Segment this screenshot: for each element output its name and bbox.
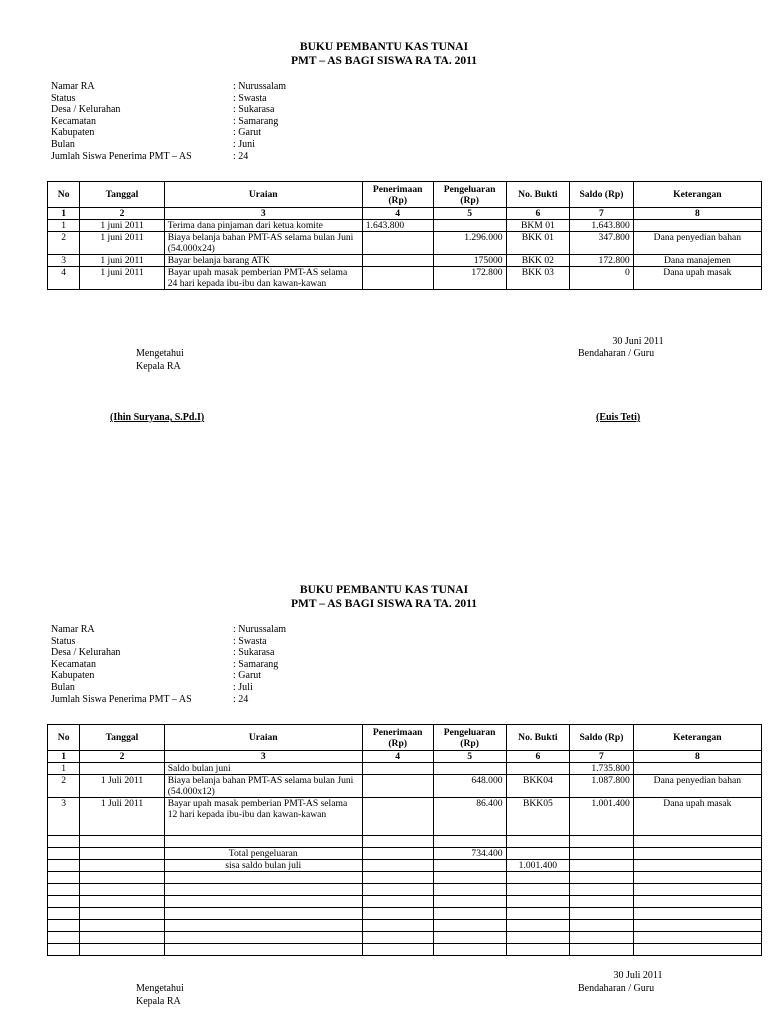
cell-no-bukti: BKK 01 [506, 232, 570, 255]
cell-uraian: Biaya belanja bahan PMT-AS selama bulan Juni (54.000x24) [164, 232, 362, 255]
col-number: 5 [433, 208, 506, 220]
info-label: Jumlah Siswa Penerima PMT – AS [51, 693, 192, 705]
column-number-row [48, 751, 762, 763]
info-row-status [51, 93, 451, 105]
info-value: : Garut [233, 670, 262, 682]
info-block [51, 81, 451, 162]
col-number: 1 [48, 208, 80, 220]
cell-tanggal: 1 Juli 2011 [80, 775, 164, 798]
table-row [48, 267, 762, 290]
col-header-no: No [48, 182, 80, 208]
info-value: : Juni [233, 138, 255, 150]
cell-keterangan: Dana penyedian bahan [633, 232, 761, 255]
cell-no: 2 [48, 232, 80, 255]
info-value: : Samarang [233, 115, 279, 127]
cell-saldo: 0 [570, 267, 634, 290]
info-label: Kecamatan [51, 658, 96, 670]
doc-title: BUKU PEMBANTU KAS TUNAI [299, 584, 469, 596]
info-label: Desa / Kelurahan [51, 647, 121, 659]
info-row-kecamatan [51, 659, 451, 671]
signatory-bendahara-name: (Euis Teti) [596, 412, 641, 423]
cell-uraian: Bayar upah masak pemberian PMT-AS selama 12 hari kepada ibu-ibu dan kawan-kawan [164, 798, 362, 836]
cell-tanggal: 1 juni 2011 [80, 232, 164, 255]
col-number: 8 [633, 208, 761, 220]
col-header-pengeluaran: Pengeluaran (Rp) [433, 182, 506, 208]
ledger-table [47, 181, 762, 290]
info-label: Status [51, 92, 76, 104]
cell-no: 2 [48, 775, 80, 798]
kepala-ra-label: Kepala RA [136, 361, 181, 372]
info-value: : Nurussalam [233, 81, 287, 92]
col-number: 2 [80, 208, 164, 220]
info-row-kabupaten [51, 127, 451, 139]
cell-pengeluaran: 175000 [433, 255, 506, 267]
info-label: Kabupaten [51, 670, 95, 682]
kepala-ra-label: Kepala RA [136, 996, 181, 1007]
info-label: Bulan [51, 138, 75, 150]
info-value: : 24 [233, 150, 249, 162]
cell-no-bukti: BKM 01 [506, 220, 570, 232]
col-number: 5 [433, 751, 506, 763]
cell-no-bukti: BKK05 [506, 798, 570, 836]
col-header-no-bukti: No. Bukti [506, 182, 570, 208]
col-header-uraian: Uraian [164, 182, 362, 208]
cell-keterangan [633, 220, 761, 232]
col-header-keterangan: Keterangan [633, 182, 761, 208]
col-number: 2 [80, 751, 164, 763]
table-header-row [48, 725, 762, 751]
table-row [48, 775, 762, 798]
cell-keterangan [633, 763, 761, 775]
info-label: Jumlah Siswa Penerima PMT – AS [51, 150, 192, 162]
cell-pengeluaran: 1.296.000 [433, 232, 506, 255]
info-row-nama [51, 624, 451, 636]
sisa-saldo-value: 1.001.400 [506, 860, 570, 872]
col-number: 3 [164, 751, 362, 763]
cell-pengeluaran: 648.000 [433, 775, 506, 798]
cell-tanggal: 1 juni 2011 [80, 255, 164, 267]
info-label: Bulan [51, 681, 75, 693]
doc-subtitle: PMT – AS BAGI SISWA RA TA. 2011 [291, 55, 477, 67]
doc-title: BUKU PEMBANTU KAS TUNAI [299, 41, 469, 53]
cell-keterangan: Dana manajemen [633, 255, 761, 267]
cell-keterangan: Dana penyedian bahan [633, 775, 761, 798]
info-row-bulan [51, 682, 451, 694]
cell-uraian: Bayar upah masak pemberian PMT-AS selama 24 hari kepada ibu-ibu dan kawan-kawan [164, 267, 362, 290]
info-row-kabupaten [51, 670, 451, 682]
total-value: 734.400 [433, 848, 506, 860]
empty-row [48, 932, 762, 944]
cell-keterangan: Dana upah masak [633, 798, 761, 836]
info-row-desa [51, 104, 451, 116]
bendahara-label: Bendaharan / Guru [578, 983, 655, 994]
info-label: Status [51, 635, 76, 647]
table-row [48, 220, 762, 232]
cell-no: 3 [48, 255, 80, 267]
info-label: Kecamatan [51, 115, 96, 127]
col-header-penerimaan: Penerimaan (Rp) [362, 182, 433, 208]
empty-row [48, 908, 762, 920]
doc-subtitle: PMT – AS BAGI SISWA RA TA. 2011 [291, 598, 477, 610]
signature-date: 30 Juli 2011 [613, 970, 663, 981]
sisa-saldo-label: sisa saldo bulan juli [164, 860, 362, 872]
empty-row [48, 872, 762, 884]
cell-no: 3 [48, 798, 80, 836]
table-header-row [48, 182, 762, 208]
cell-uraian: Bayar belanja barang ATK [164, 255, 362, 267]
cell-no-bukti [506, 763, 570, 775]
cell-tanggal: 1 juni 2011 [80, 220, 164, 232]
cell-pengeluaran [433, 220, 506, 232]
info-value: : 24 [233, 693, 249, 705]
info-value: : Samarang [233, 658, 279, 670]
info-value: : Sukarasa [233, 104, 275, 116]
cell-no-bukti: BKK 03 [506, 267, 570, 290]
col-number: 1 [48, 751, 80, 763]
mengetahui-label: Mengetahui [136, 983, 184, 994]
cell-tanggal: 1 juni 2011 [80, 267, 164, 290]
info-value: : Swasta [233, 92, 267, 104]
col-number: 7 [570, 751, 634, 763]
table-row [48, 798, 762, 836]
info-value: : Swasta [233, 635, 267, 647]
cell-no: 4 [48, 267, 80, 290]
cell-pengeluaran: 172.800 [433, 267, 506, 290]
cell-tanggal [80, 763, 164, 775]
info-value: : Garut [233, 127, 262, 139]
info-row-kecamatan [51, 116, 451, 128]
info-value: : Nurussalam [233, 624, 287, 635]
cell-penerimaan [362, 232, 433, 255]
empty-row [48, 896, 762, 908]
cell-saldo: 1.001.400 [570, 798, 634, 836]
cell-saldo: 172.800 [570, 255, 634, 267]
col-header-saldo: Saldo (Rp) [570, 725, 634, 751]
cell-saldo: 1.643.800 [570, 220, 634, 232]
info-block [51, 624, 451, 705]
col-header-saldo: Saldo (Rp) [570, 182, 634, 208]
mengetahui-label: Mengetahui [136, 348, 184, 359]
cell-no: 1 [48, 763, 80, 775]
col-number: 3 [164, 208, 362, 220]
info-value: : Sukarasa [233, 647, 275, 659]
ledger-table [47, 724, 762, 956]
empty-row [48, 836, 762, 848]
cell-saldo: 1.735.800 [570, 763, 634, 775]
col-number: 6 [506, 751, 570, 763]
col-number: 4 [362, 208, 433, 220]
col-header-tanggal: Tanggal [80, 182, 164, 208]
table-row [48, 255, 762, 267]
total-label: Total pengeluaran [164, 848, 362, 860]
info-row-jumlah-siswa [51, 694, 451, 706]
cell-saldo: 347.800 [570, 232, 634, 255]
col-number: 8 [633, 751, 761, 763]
table-row [48, 232, 762, 255]
cell-uraian: Terima dana pinjaman dari ketua komite [164, 220, 362, 232]
cell-penerimaan [362, 255, 433, 267]
column-number-row [48, 208, 762, 220]
empty-row [48, 884, 762, 896]
cell-no-bukti: BKK 02 [506, 255, 570, 267]
info-label: Desa / Kelurahan [51, 104, 121, 116]
col-header-no-bukti: No. Bukti [506, 725, 570, 751]
cell-penerimaan [362, 763, 433, 775]
cell-tanggal: 1 Juli 2011 [80, 798, 164, 836]
col-header-uraian: Uraian [164, 725, 362, 751]
info-value: : Juli [233, 681, 253, 693]
cell-no: 1 [48, 220, 80, 232]
cell-uraian: Saldo bulan juni [164, 763, 362, 775]
empty-row [48, 944, 762, 956]
cell-uraian: Biaya belanja bahan PMT-AS selama bulan Juni (54.000x12) [164, 775, 362, 798]
total-row [48, 848, 762, 860]
signatory-kepala-name: (Ihin Suryana, S.Pd.I) [110, 412, 205, 423]
col-header-pengeluaran: Pengeluaran (Rp) [433, 725, 506, 751]
cell-penerimaan [362, 267, 433, 290]
info-row-jumlah-siswa [51, 151, 451, 163]
col-number: 4 [362, 751, 433, 763]
info-row-nama [51, 81, 451, 93]
cell-keterangan: Dana upah masak [633, 267, 761, 290]
empty-row [48, 920, 762, 932]
cell-saldo: 1.087.800 [570, 775, 634, 798]
sisa-saldo-row [48, 860, 762, 872]
info-row-bulan [51, 139, 451, 151]
info-row-status [51, 636, 451, 648]
cell-pengeluaran [433, 763, 506, 775]
col-number: 6 [506, 208, 570, 220]
cell-penerimaan: 1.643.800 [362, 220, 433, 232]
signature-date: 30 Juni 2011 [612, 336, 664, 347]
col-header-no: No [48, 725, 80, 751]
bendahara-label: Bendaharan / Guru [578, 348, 655, 359]
col-header-penerimaan: Penerimaan (Rp) [362, 725, 433, 751]
cell-no-bukti: BKK04 [506, 775, 570, 798]
info-label: Namar RA [51, 624, 95, 635]
cell-penerimaan [362, 775, 433, 798]
info-label: Kabupaten [51, 127, 95, 139]
col-number: 7 [570, 208, 634, 220]
info-label: Namar RA [51, 81, 95, 92]
col-header-tanggal: Tanggal [80, 725, 164, 751]
cell-penerimaan [362, 798, 433, 836]
table-row [48, 763, 762, 775]
cell-pengeluaran: 86.400 [433, 798, 506, 836]
info-row-desa [51, 647, 451, 659]
col-header-keterangan: Keterangan [633, 725, 761, 751]
